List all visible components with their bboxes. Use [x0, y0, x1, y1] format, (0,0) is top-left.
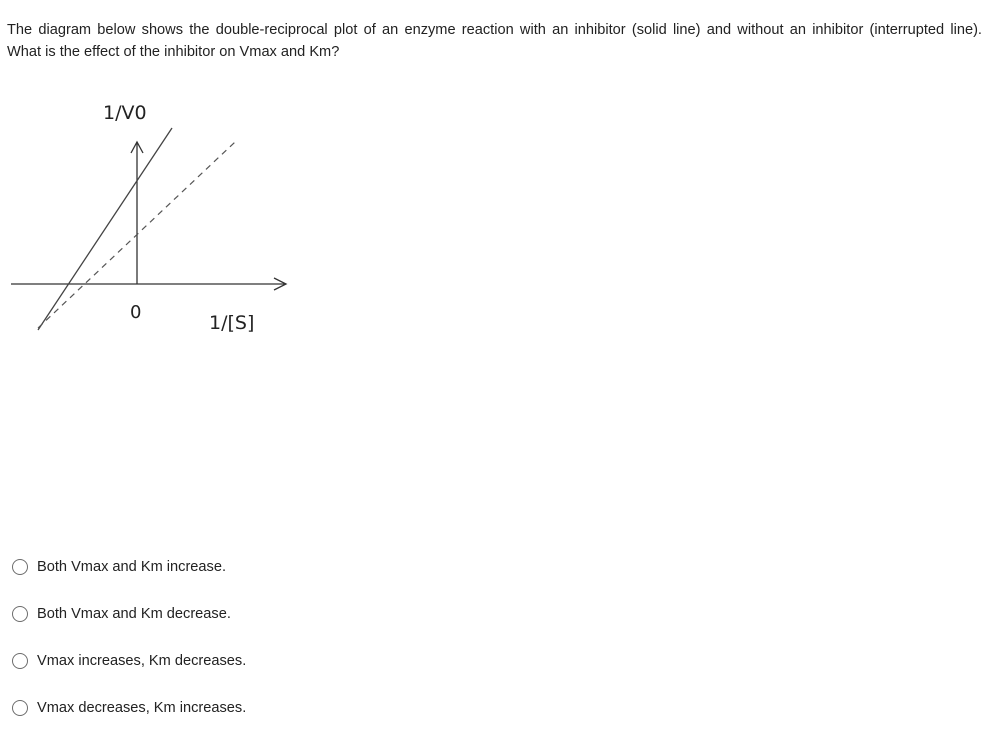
- question-line-1: The diagram below shows the double-reciprocal plot of an enzyme reaction with an inhibitor (solid line) and without an inhibitor (interrupted line).: [7, 22, 982, 38]
- option-label: Vmax decreases, Km increases.: [37, 699, 247, 716]
- option-vmax-decreases-km-increases[interactable]: [12, 697, 246, 718]
- option-label: Vmax increases, Km decreases.: [37, 652, 247, 669]
- option-label: Both Vmax and Km increase.: [37, 558, 226, 575]
- x-axis-label: 1/[S]: [209, 312, 255, 334]
- radio-button[interactable]: [12, 700, 28, 716]
- radio-button[interactable]: [12, 559, 28, 575]
- radio-button[interactable]: [12, 606, 28, 622]
- option-both-increase[interactable]: [12, 556, 246, 577]
- inhibitor-solid-line: [38, 128, 172, 330]
- answer-options: [12, 556, 246, 744]
- option-vmax-increases-km-decreases[interactable]: [12, 650, 246, 671]
- y-axis-label: 1/V0: [103, 102, 147, 124]
- origin-label: 0: [130, 302, 142, 323]
- option-label: Both Vmax and Km decrease.: [37, 605, 231, 622]
- lineweaver-burk-diagram: [0, 90, 300, 350]
- option-both-decrease[interactable]: [12, 603, 246, 624]
- question-text: [7, 19, 982, 63]
- radio-button[interactable]: [12, 653, 28, 669]
- question-line-2: What is the effect of the inhibitor on Vmax and Km?: [7, 44, 340, 60]
